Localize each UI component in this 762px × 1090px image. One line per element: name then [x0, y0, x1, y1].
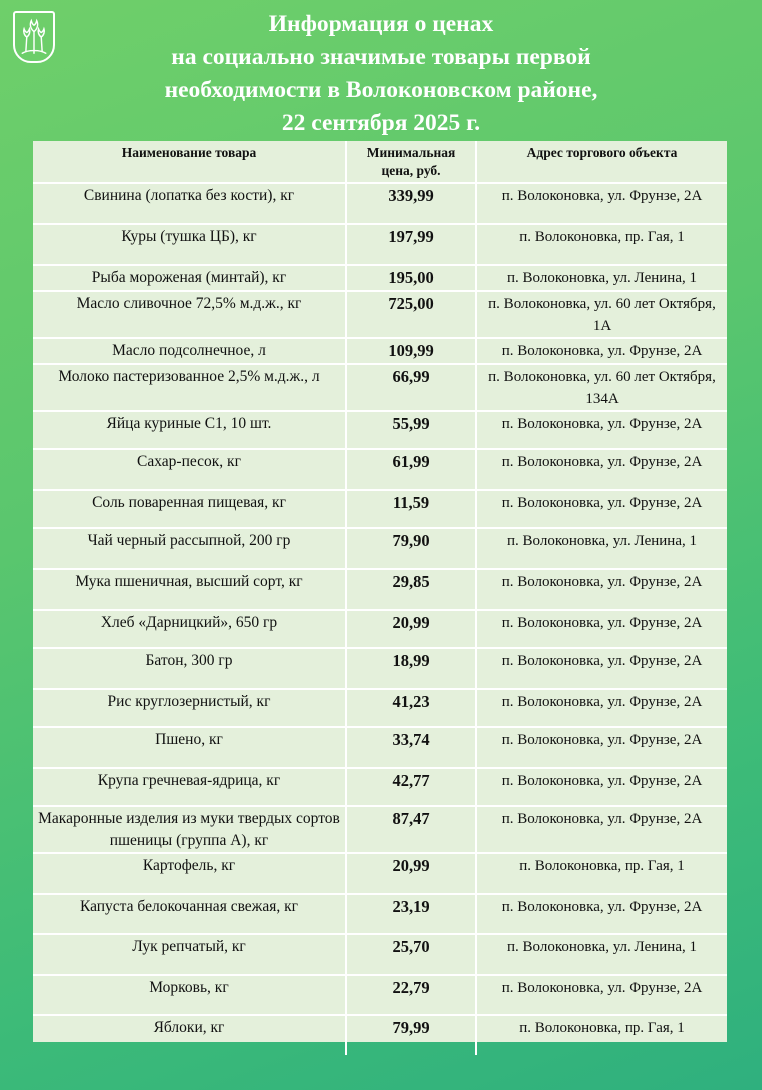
store-address-cell: п. Волоконовка, ул. Фрунзе, 2А	[476, 338, 727, 364]
store-address-cell: п. Волоконовка, ул. Фрунзе, 2А	[476, 806, 727, 853]
store-address-cell: п. Волоконовка, ул. Фрунзе, 2А	[476, 569, 727, 610]
table-row	[33, 1015, 727, 1055]
store-address-cell: п. Волоконовка, ул. Фрунзе, 2А	[476, 894, 727, 934]
table-row	[33, 894, 727, 934]
table-row	[33, 648, 727, 689]
product-name-cell: Макаронные изделия из муки твердых сортов пшеницы (группа А), кг	[33, 806, 346, 853]
table-row	[33, 569, 727, 610]
store-address-cell: п. Волоконовка, пр. Гая, 1	[476, 224, 727, 265]
column-header-address: Адрес торгового объекта	[476, 141, 727, 183]
store-address-cell: п. Волоконовка, ул. Фрунзе, 2А	[476, 183, 727, 224]
table-row	[33, 490, 727, 528]
table-row	[33, 727, 727, 768]
product-name-cell: Морковь, кг	[33, 975, 346, 1015]
store-address-cell: п. Волоконовка, ул. Фрунзе, 2А	[476, 490, 727, 528]
store-address-cell: п. Волоконовка, ул. Ленина, 1	[476, 934, 727, 975]
title-line-3: необходимости в Волоконовском районе,	[164, 77, 598, 103]
product-name-cell: Рис круглозернистый, кг	[33, 689, 346, 727]
product-name-cell: Сахар-песок, кг	[33, 449, 346, 490]
table-row	[33, 528, 727, 569]
min-price-cell: 725,00	[346, 291, 476, 338]
store-address-cell: п. Волоконовка, ул. Ленина, 1	[476, 265, 727, 291]
product-name-cell: Капуста белокочанная свежая, кг	[33, 894, 346, 934]
table-row	[33, 806, 727, 853]
min-price-cell: 11,59	[346, 490, 476, 528]
min-price-cell: 55,99	[346, 411, 476, 449]
min-price-cell: 29,85	[346, 569, 476, 610]
min-price-cell: 79,90	[346, 528, 476, 569]
price-table	[33, 141, 727, 1055]
table-row	[33, 934, 727, 975]
store-address-cell: п. Волоконовка, ул. Фрунзе, 2А	[476, 727, 727, 768]
table-row	[33, 338, 727, 364]
min-price-cell: 79,99	[346, 1015, 476, 1055]
store-address-cell: п. Волоконовка, ул. Фрунзе, 2А	[476, 449, 727, 490]
column-header-name: Наименование товара	[33, 141, 346, 183]
column-header-price: Минимальная цена, руб.	[346, 141, 476, 183]
product-name-cell: Рыба мороженая (минтай), кг	[33, 265, 346, 291]
min-price-cell: 20,99	[346, 610, 476, 648]
store-address-cell: п. Волоконовка, ул. Ленина, 1	[476, 528, 727, 569]
product-name-cell: Батон, 300 гр	[33, 648, 346, 689]
product-name-cell: Яйца куриные С1, 10 шт.	[33, 411, 346, 449]
table-row	[33, 411, 727, 449]
min-price-cell: 87,47	[346, 806, 476, 853]
store-address-cell: п. Волоконовка, ул. Фрунзе, 2А	[476, 648, 727, 689]
min-price-cell: 18,99	[346, 648, 476, 689]
product-name-cell: Куры (тушка ЦБ), кг	[33, 224, 346, 265]
store-address-cell: п. Волоконовка, ул. Фрунзе, 2А	[476, 975, 727, 1015]
store-address-cell: п. Волоконовка, пр. Гая, 1	[476, 853, 727, 894]
min-price-cell: 109,99	[346, 338, 476, 364]
table-row	[33, 449, 727, 490]
min-price-cell: 33,74	[346, 727, 476, 768]
min-price-cell: 61,99	[346, 449, 476, 490]
min-price-cell: 195,00	[346, 265, 476, 291]
min-price-cell: 42,77	[346, 768, 476, 806]
min-price-cell: 197,99	[346, 224, 476, 265]
table-row	[33, 364, 727, 411]
title-line-4: 22 сентября 2025 г.	[281, 110, 481, 136]
price-table-container	[33, 141, 727, 1042]
table-row	[33, 610, 727, 648]
store-address-cell: п. Волоконовка, ул. 60 лет Октября, 134А	[476, 364, 727, 411]
min-price-cell: 23,19	[346, 894, 476, 934]
table-row	[33, 291, 727, 338]
product-name-cell: Соль поваренная пищевая, кг	[33, 490, 346, 528]
product-name-cell: Пшено, кг	[33, 727, 346, 768]
table-row	[33, 853, 727, 894]
table-row	[33, 975, 727, 1015]
min-price-cell: 66,99	[346, 364, 476, 411]
product-name-cell: Мука пшеничная, высший сорт, кг	[33, 569, 346, 610]
min-price-cell: 20,99	[346, 853, 476, 894]
title-line-1: Информация о ценах	[268, 11, 494, 37]
store-address-cell: п. Волоконовка, ул. Фрунзе, 2А	[476, 411, 727, 449]
store-address-cell: п. Волоконовка, ул. Фрунзе, 2А	[476, 610, 727, 648]
title-line-2: на социально значимые товары первой	[171, 44, 591, 70]
page-title	[0, 8, 762, 140]
min-price-cell: 22,79	[346, 975, 476, 1015]
table-row	[33, 689, 727, 727]
table-row	[33, 768, 727, 806]
product-name-cell: Яблоки, кг	[33, 1015, 346, 1055]
product-name-cell: Крупа гречневая-ядрица, кг	[33, 768, 346, 806]
min-price-cell: 25,70	[346, 934, 476, 975]
product-name-cell: Хлеб «Дарницкий», 650 гр	[33, 610, 346, 648]
product-name-cell: Картофель, кг	[33, 853, 346, 894]
product-name-cell: Масло подсолнечное, л	[33, 338, 346, 364]
product-name-cell: Масло сливочное 72,5% м.д.ж., кг	[33, 291, 346, 338]
store-address-cell: п. Волоконовка, ул. Фрунзе, 2А	[476, 689, 727, 727]
product-name-cell: Лук репчатый, кг	[33, 934, 346, 975]
product-name-cell: Молоко пастеризованное 2,5% м.д.ж., л	[33, 364, 346, 411]
store-address-cell: п. Волоконовка, ул. Фрунзе, 2А	[476, 768, 727, 806]
min-price-cell: 339,99	[346, 183, 476, 224]
product-name-cell: Свинина (лопатка без кости), кг	[33, 183, 346, 224]
table-row	[33, 224, 727, 265]
table-header-row	[33, 141, 727, 183]
store-address-cell: п. Волоконовка, ул. 60 лет Октября, 1А	[476, 291, 727, 338]
store-address-cell: п. Волоконовка, пр. Гая, 1	[476, 1015, 727, 1055]
table-row	[33, 183, 727, 224]
table-row	[33, 265, 727, 291]
product-name-cell: Чай черный рассыпной, 200 гр	[33, 528, 346, 569]
min-price-cell: 41,23	[346, 689, 476, 727]
